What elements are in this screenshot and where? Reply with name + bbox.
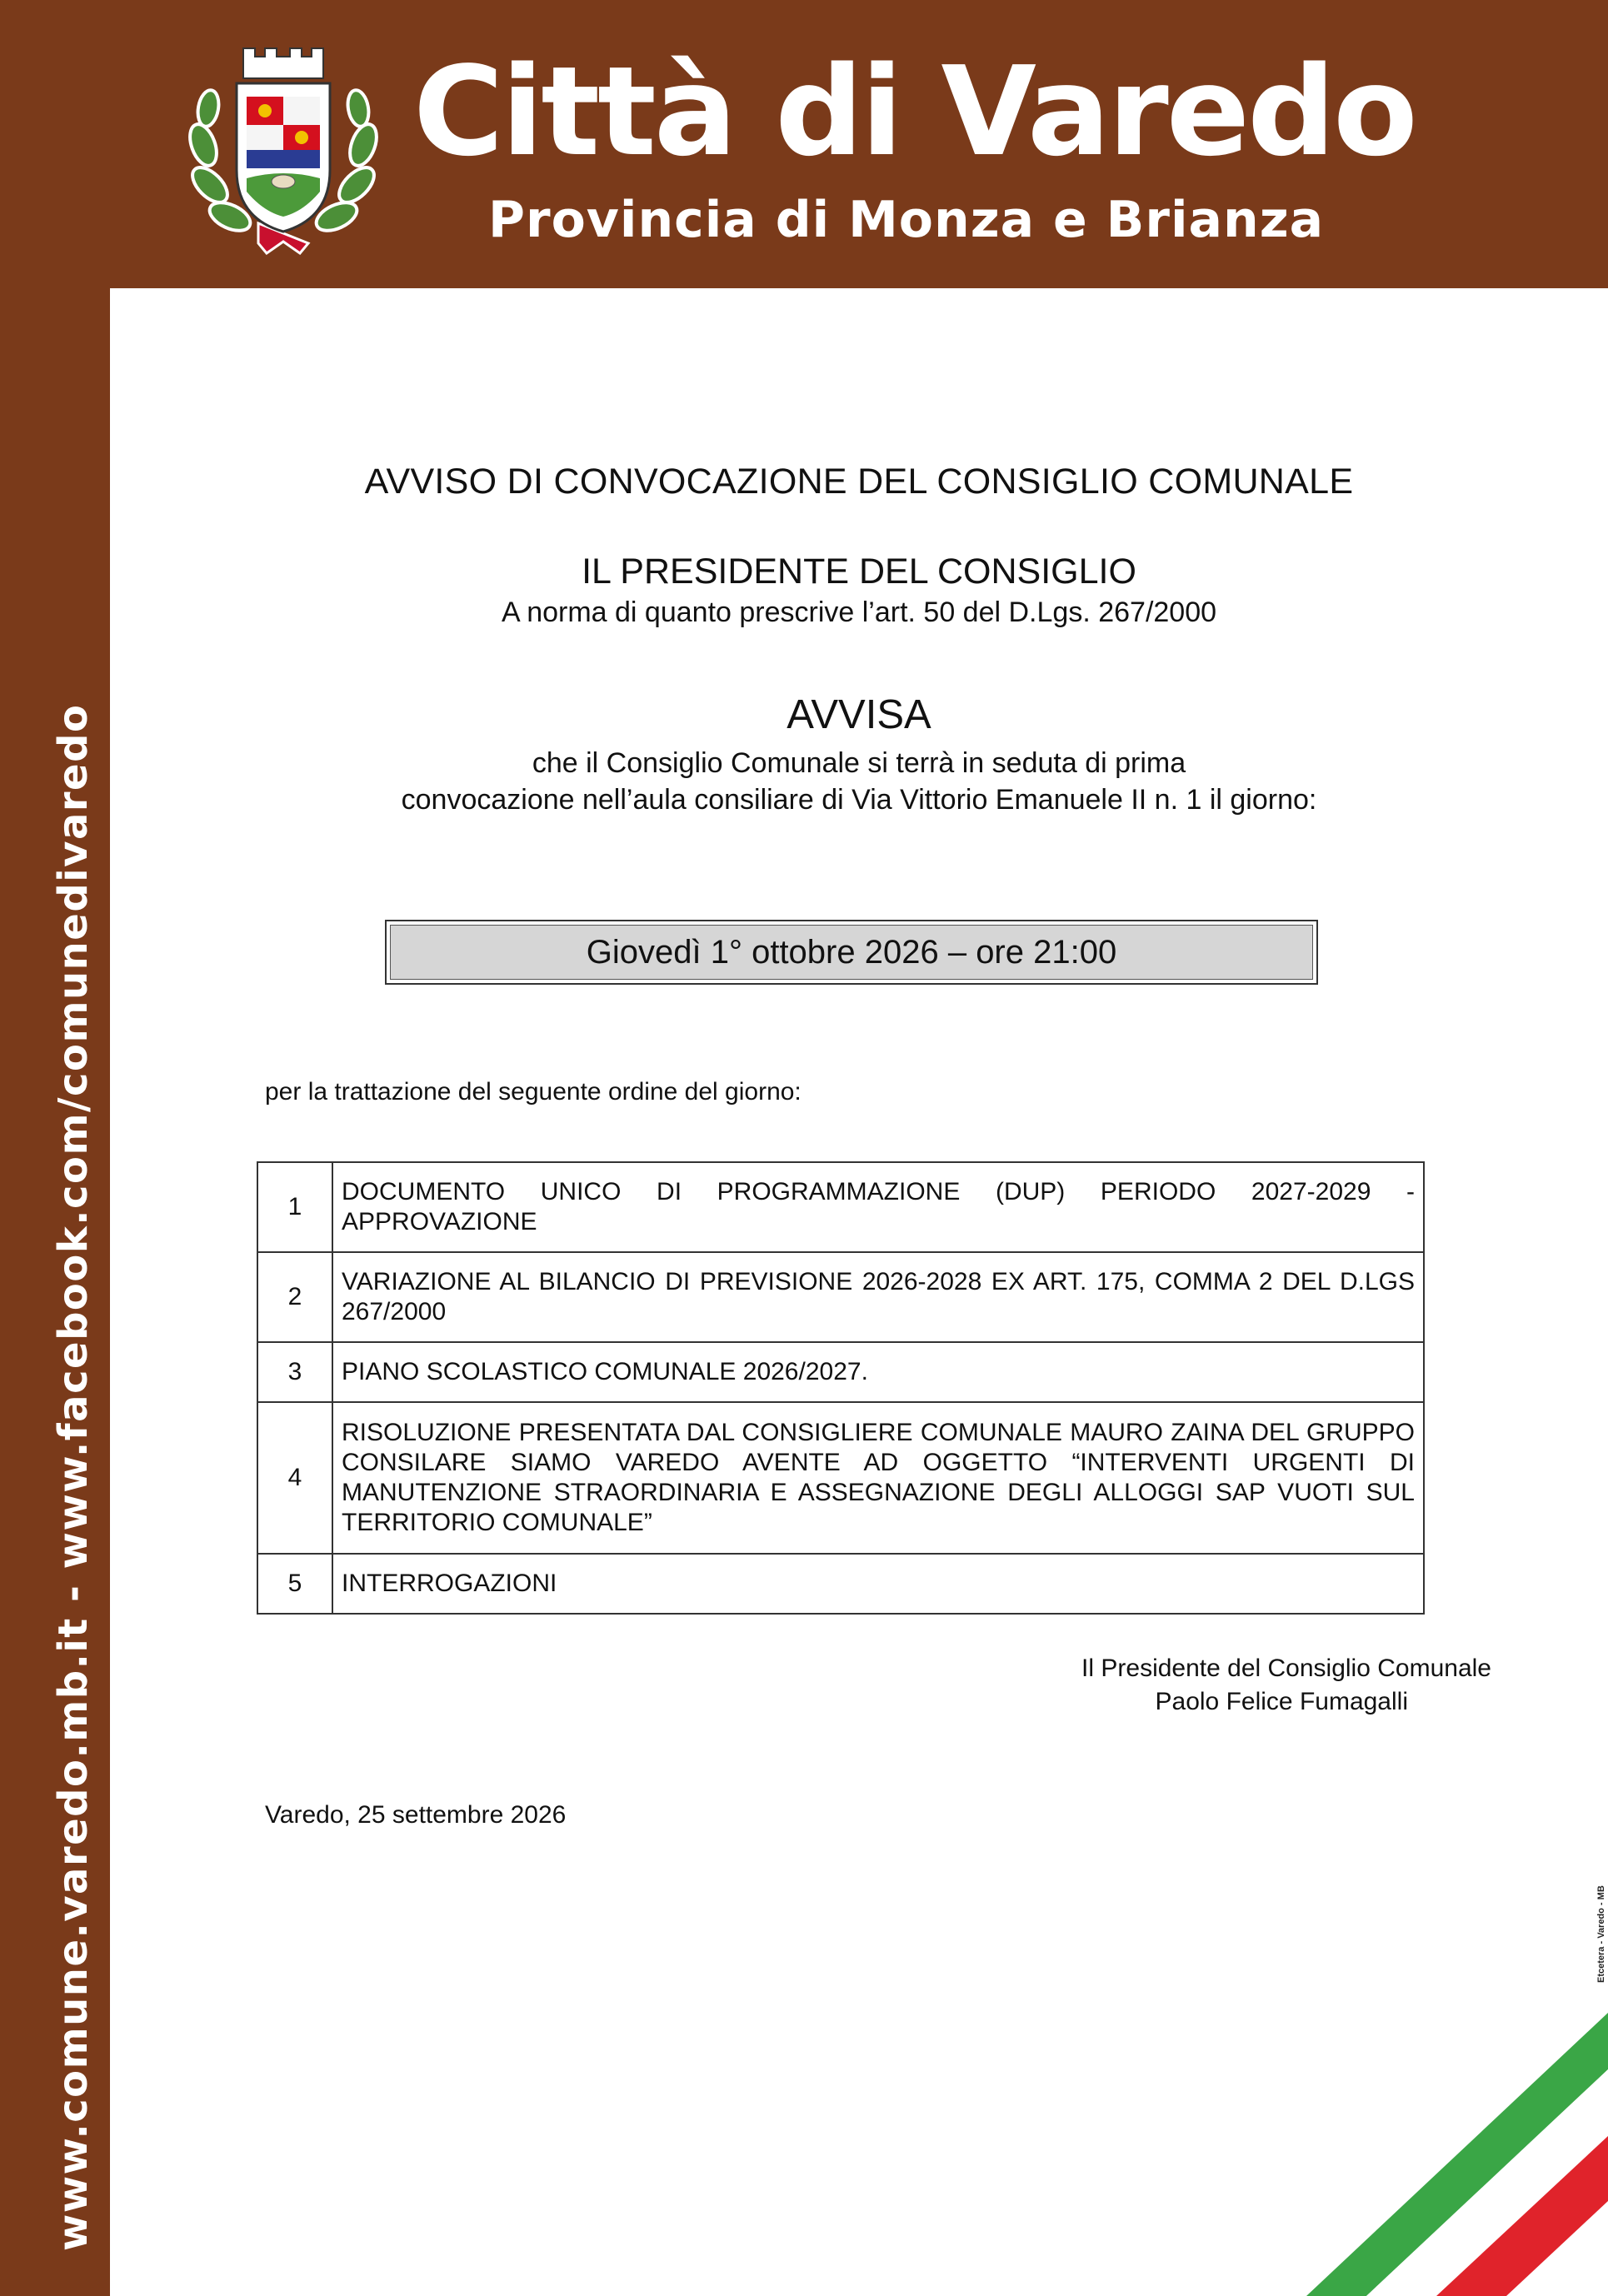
notice-title: AVVISO DI CONVOCAZIONE DEL CONSIGLIO COMUNALE <box>364 462 1354 502</box>
avvisa-heading: AVVISA <box>787 692 931 737</box>
notice-sheet <box>110 288 1608 2296</box>
agenda-number: 5 <box>257 1554 332 1614</box>
province-subtitle: Provincia di Monza e Brianza <box>488 191 1325 249</box>
city-title: Città di Varedo <box>413 40 1416 183</box>
coat-of-arms-icon <box>178 45 388 255</box>
meeting-date: Giovedì 1° ottobre 2026 – ore 21:00 <box>390 925 1313 980</box>
agenda-number: 1 <box>257 1162 332 1252</box>
agenda-number: 3 <box>257 1342 332 1402</box>
print-credit: Etcetera - Varedo - MB <box>1596 1885 1606 1983</box>
agenda-item: DOCUMENTO UNICO DI PROGRAMMAZIONE (DUP) PERIODO 2027-2029 - APPROVAZIONE <box>332 1162 1424 1252</box>
signatory-title: Il Presidente del Consiglio Comunale <box>1081 1655 1491 1682</box>
legal-reference: A norma di quanto prescrive l’art. 50 del D.Lgs. 267/2000 <box>501 596 1217 628</box>
sidebar-urls: www.comune.varedo.mb.it - www.facebook.com/comunedivaredo <box>50 703 97 2251</box>
agenda-number: 4 <box>257 1402 332 1554</box>
agenda-intro: per la trattazione del seguente ordine del giorno: <box>265 1078 802 1106</box>
president-heading: IL PRESIDENTE DEL CONSIGLIO <box>582 552 1136 591</box>
place-date: Varedo, 25 settembre 2026 <box>265 1801 567 1829</box>
agenda-item: RISOLUZIONE PRESENTATA DAL CONSIGLIERE COMUNALE MAURO ZAINA DEL GRUPPO CONSILARE SIAMO VAREDO AVENTE AD OGGETTO “INTERVENTI URGENTI DI MANUTENZIONE STRAORDINARIA E ASSEGNAZIONE DEGLI ALLOGGI SAP VUOTI SUL TERRITORIO COMUNALE” <box>332 1402 1424 1554</box>
agenda-number: 2 <box>257 1252 332 1342</box>
agenda-item: VARIAZIONE AL BILANCIO DI PREVISIONE 2026-2028 EX ART. 175, COMMA 2 DEL D.LGS 267/2000 <box>332 1252 1424 1342</box>
signatory-name: Paolo Felice Fumagalli <box>1155 1688 1408 1715</box>
convocation-line-1: che il Consiglio Comunale si terrà in seduta di prima <box>532 747 1186 779</box>
agenda-item: INTERROGAZIONI <box>332 1554 1424 1614</box>
tricolor-ribbon-icon <box>110 288 1608 2296</box>
agenda-item: PIANO SCOLASTICO COMUNALE 2026/2027. <box>332 1342 1424 1402</box>
header-banner <box>0 0 1608 288</box>
convocation-line-2: convocazione nell’aula consiliare di Via Vittorio Emanuele II n. 1 il giorno: <box>401 784 1317 816</box>
